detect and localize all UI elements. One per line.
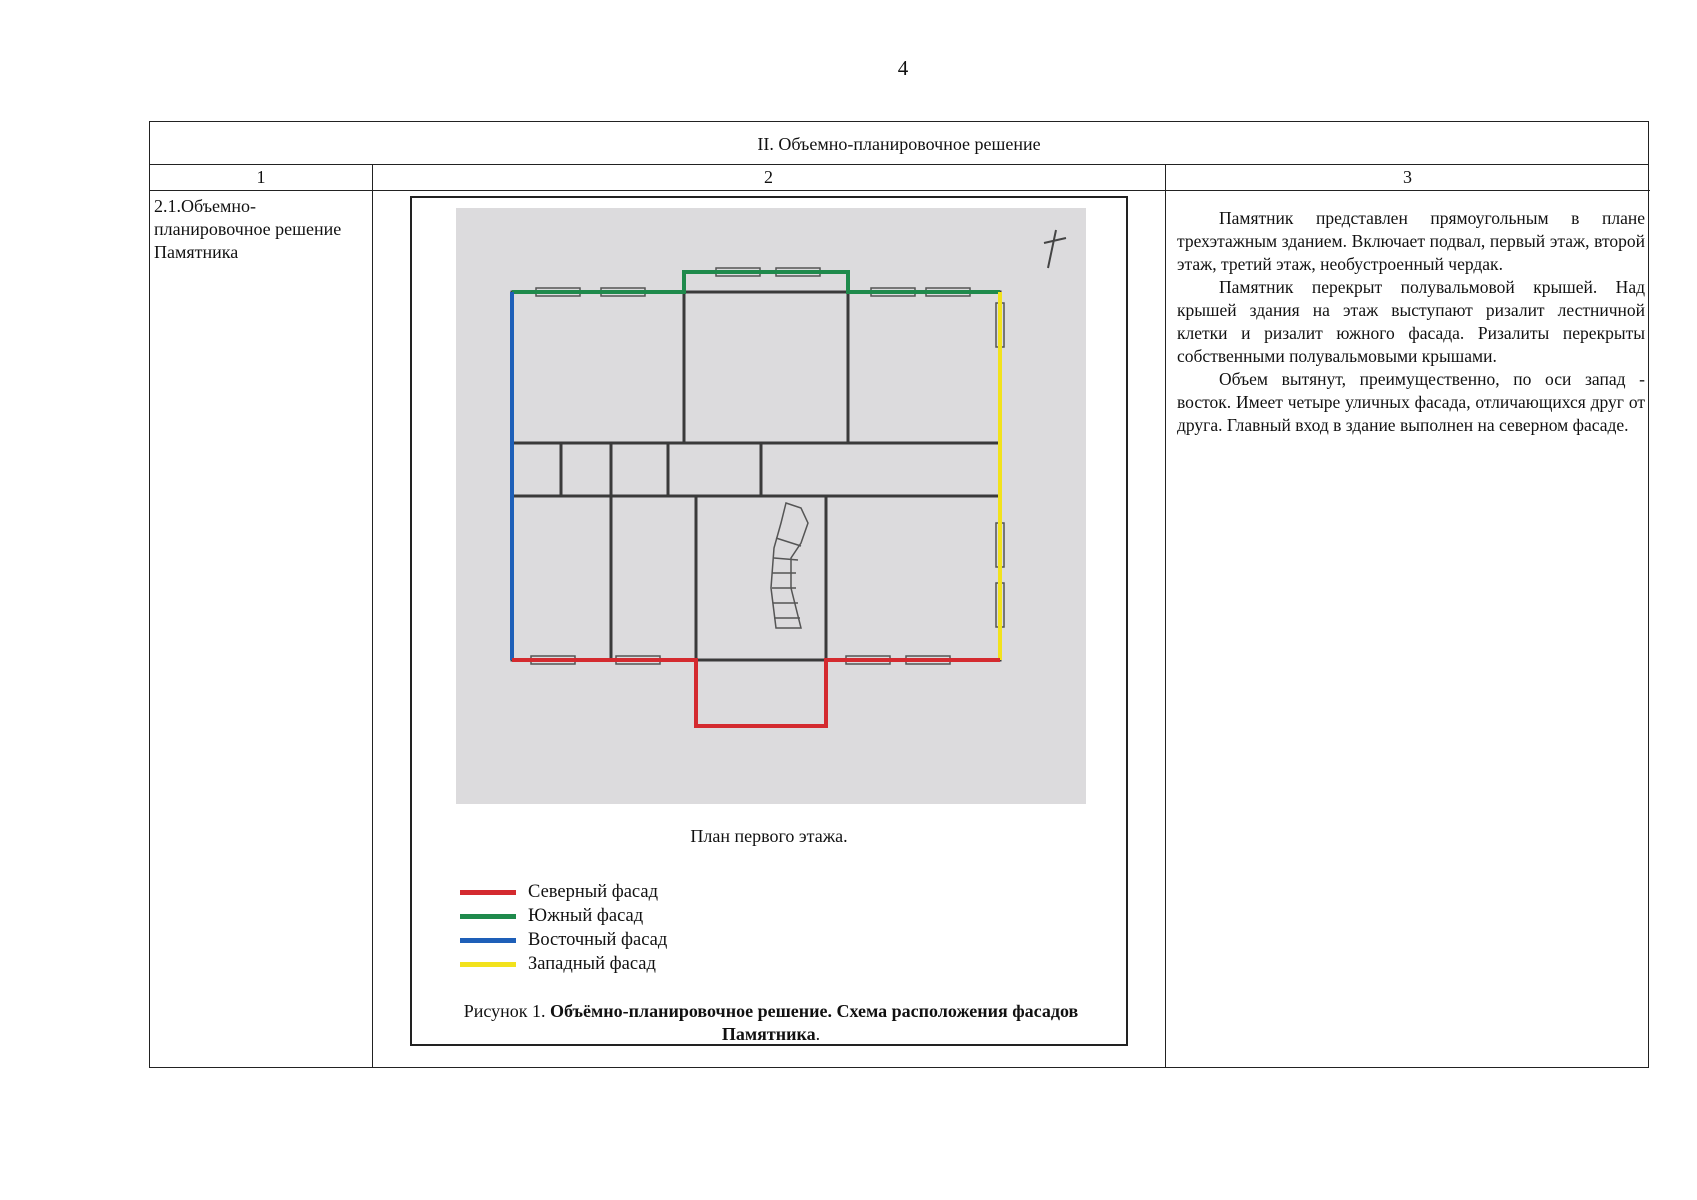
facade-legend [460, 880, 667, 976]
description-paragraph: Объем вытянут, преимущественно, по оси запад - восток. Имеет четыре уличных фасада, отличающихся друг от друга. Главный вход в здание выполнен на северном фасаде. [1177, 369, 1645, 435]
legend-item [460, 928, 667, 952]
floor-plan-drawing [456, 208, 1086, 804]
legend-swatch-north [460, 890, 516, 895]
legend-label: Северный фасад [528, 881, 658, 902]
section-title: II. Объемно-планировочное решение [150, 122, 1648, 165]
column-header-3: 3 [1165, 164, 1650, 191]
figure-caption-title: Объёмно-планировочное решение. Схема расположения фасадов Памятника [549, 1001, 1079, 1044]
column-divider [372, 164, 373, 1067]
legend-label: Западный фасад [528, 953, 656, 974]
legend-item [460, 952, 667, 976]
floor-plan-svg [456, 208, 1086, 804]
description-table [149, 121, 1649, 1068]
legend-item [460, 880, 667, 904]
legend-label: Восточный фасад [528, 929, 668, 950]
legend-swatch-east [460, 938, 516, 943]
plan-caption: План первого этажа. [690, 826, 848, 846]
section-name-cell: 2.1.Объемно-планировочное решение Памятника [154, 196, 342, 262]
column-header-1: 1 [150, 164, 372, 191]
legend-item [460, 904, 667, 928]
figure-caption [432, 1000, 1110, 1046]
legend-label: Южный фасад [528, 905, 644, 926]
figure-frame [410, 196, 1128, 1046]
legend-swatch-south [460, 914, 516, 919]
description-paragraph: Памятник представлен прямоугольным в плане трехэтажным зданием. Включает подвал, первый этаж, второй этаж, третий этаж, необустроенный чердак. [1177, 208, 1645, 274]
figure-caption-prefix: Рисунок 1. [463, 1001, 550, 1021]
column-header-2: 2 [372, 164, 1165, 191]
description-paragraph: Памятник перекрыт полувальмовой крышей. Над крышей здания на этаж выступают ризалит лестничной клетки и ризалит южного фасада. Ризалиты перекрыты собственными полувальмовыми крышами. [1177, 277, 1645, 366]
description-cell [1177, 207, 1645, 437]
page-number: 4 [897, 56, 909, 80]
column-divider [1165, 164, 1166, 1067]
figure-caption-suffix: . [815, 1024, 821, 1044]
legend-swatch-west [460, 962, 516, 967]
